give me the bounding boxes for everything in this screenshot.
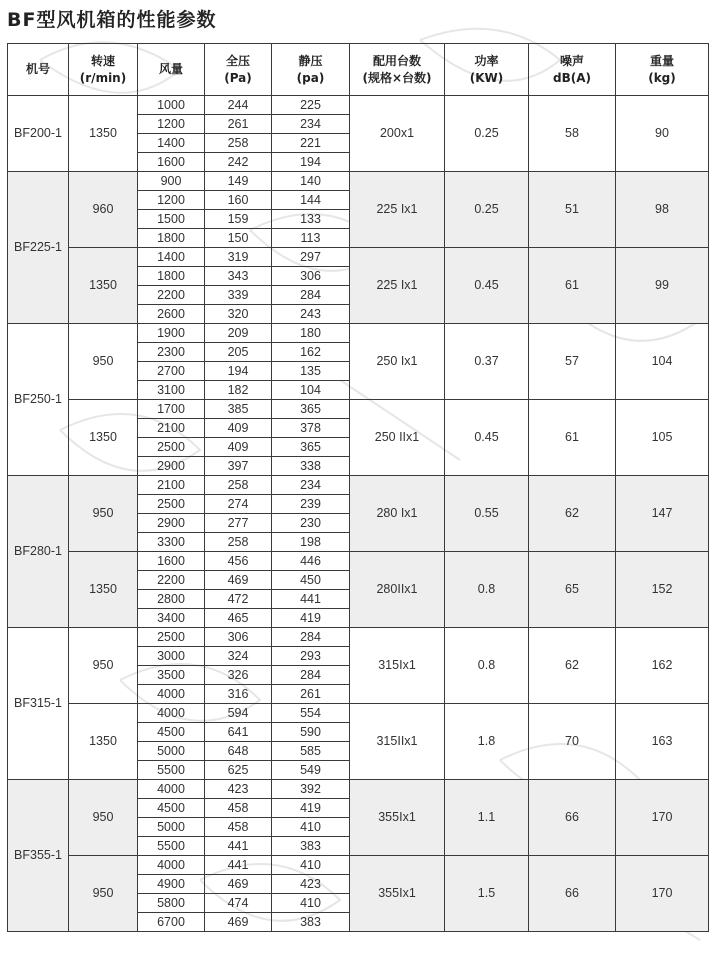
airflow-cell: 1400 bbox=[138, 134, 205, 153]
airflow-cell: 5800 bbox=[138, 894, 205, 913]
header-text: 机号 bbox=[25, 62, 50, 76]
total-pressure-cell: 594 bbox=[205, 704, 272, 723]
weight-cell: 163 bbox=[616, 704, 709, 780]
noise-cell: 58 bbox=[529, 96, 616, 172]
weight-cell: 90 bbox=[616, 96, 709, 172]
total-pressure-cell: 456 bbox=[205, 552, 272, 571]
table-row bbox=[8, 172, 709, 191]
static-pressure-cell: 293 bbox=[272, 647, 350, 666]
weight-cell: 104 bbox=[616, 324, 709, 400]
airflow-cell: 5500 bbox=[138, 761, 205, 780]
airflow-cell: 3500 bbox=[138, 666, 205, 685]
total-pressure-cell: 244 bbox=[205, 96, 272, 115]
power-cell: 0.25 bbox=[445, 172, 529, 248]
airflow-cell: 2100 bbox=[138, 419, 205, 438]
airflow-cell: 3300 bbox=[138, 533, 205, 552]
header-text: 风量 bbox=[158, 62, 183, 76]
static-pressure-cell: 423 bbox=[272, 875, 350, 894]
airflow-cell: 4000 bbox=[138, 780, 205, 799]
total-pressure-cell: 339 bbox=[205, 286, 272, 305]
static-pressure-cell: 104 bbox=[272, 381, 350, 400]
noise-cell: 70 bbox=[529, 704, 616, 780]
power-cell: 0.37 bbox=[445, 324, 529, 400]
noise-cell: 51 bbox=[529, 172, 616, 248]
speed-cell: 950 bbox=[69, 856, 138, 932]
static-pressure-cell: 234 bbox=[272, 115, 350, 134]
static-pressure-cell: 549 bbox=[272, 761, 350, 780]
weight-cell: 147 bbox=[616, 476, 709, 552]
static-pressure-cell: 383 bbox=[272, 913, 350, 932]
header-power bbox=[445, 44, 529, 96]
airflow-cell: 1200 bbox=[138, 191, 205, 210]
total-pressure-cell: 160 bbox=[205, 191, 272, 210]
noise-cell: 62 bbox=[529, 628, 616, 704]
total-pressure-cell: 258 bbox=[205, 533, 272, 552]
total-pressure-cell: 159 bbox=[205, 210, 272, 229]
static-pressure-cell: 365 bbox=[272, 438, 350, 457]
static-pressure-cell: 450 bbox=[272, 571, 350, 590]
config-cell: 355Ix1 bbox=[350, 856, 445, 932]
weight-cell: 162 bbox=[616, 628, 709, 704]
config-cell: 355Ix1 bbox=[350, 780, 445, 856]
table-row bbox=[8, 476, 709, 495]
airflow-cell: 2600 bbox=[138, 305, 205, 324]
airflow-cell: 1600 bbox=[138, 153, 205, 172]
static-pressure-cell: 590 bbox=[272, 723, 350, 742]
airflow-cell: 3100 bbox=[138, 381, 205, 400]
config-cell: 200x1 bbox=[350, 96, 445, 172]
header-text: 噪声 bbox=[559, 53, 584, 68]
weight-cell: 105 bbox=[616, 400, 709, 476]
total-pressure-cell: 261 bbox=[205, 115, 272, 134]
model-cell: BF315-1 bbox=[8, 628, 69, 780]
config-cell: 250 IIx1 bbox=[350, 400, 445, 476]
airflow-cell: 5000 bbox=[138, 742, 205, 761]
weight-cell: 170 bbox=[616, 780, 709, 856]
total-pressure-cell: 625 bbox=[205, 761, 272, 780]
airflow-cell: 1200 bbox=[138, 115, 205, 134]
header-text: 转速 bbox=[90, 53, 115, 68]
static-pressure-cell: 284 bbox=[272, 628, 350, 647]
speed-cell: 1350 bbox=[69, 96, 138, 172]
speed-cell: 950 bbox=[69, 780, 138, 856]
static-pressure-cell: 230 bbox=[272, 514, 350, 533]
speed-cell: 950 bbox=[69, 324, 138, 400]
table-row bbox=[8, 96, 709, 115]
airflow-cell: 2900 bbox=[138, 514, 205, 533]
speed-cell: 1350 bbox=[69, 552, 138, 628]
airflow-cell: 4500 bbox=[138, 723, 205, 742]
noise-cell: 61 bbox=[529, 400, 616, 476]
static-pressure-cell: 392 bbox=[272, 780, 350, 799]
total-pressure-cell: 458 bbox=[205, 818, 272, 837]
airflow-cell: 3400 bbox=[138, 609, 205, 628]
total-pressure-cell: 397 bbox=[205, 457, 272, 476]
airflow-cell: 2200 bbox=[138, 286, 205, 305]
weight-cell: 99 bbox=[616, 248, 709, 324]
airflow-cell: 4500 bbox=[138, 799, 205, 818]
config-cell: 280IIx1 bbox=[350, 552, 445, 628]
airflow-cell: 4000 bbox=[138, 704, 205, 723]
speed-cell: 1350 bbox=[69, 400, 138, 476]
speed-cell: 950 bbox=[69, 476, 138, 552]
total-pressure-cell: 441 bbox=[205, 856, 272, 875]
header-weight bbox=[616, 44, 709, 96]
airflow-cell: 2100 bbox=[138, 476, 205, 495]
total-pressure-cell: 465 bbox=[205, 609, 272, 628]
speed-cell: 950 bbox=[69, 628, 138, 704]
power-cell: 0.25 bbox=[445, 96, 529, 172]
header-speed bbox=[69, 44, 138, 96]
table-row bbox=[8, 780, 709, 799]
airflow-cell: 4000 bbox=[138, 685, 205, 704]
airflow-cell: 4900 bbox=[138, 875, 205, 894]
static-pressure-cell: 243 bbox=[272, 305, 350, 324]
total-pressure-cell: 306 bbox=[205, 628, 272, 647]
airflow-cell: 1700 bbox=[138, 400, 205, 419]
static-pressure-cell: 198 bbox=[272, 533, 350, 552]
airflow-cell: 900 bbox=[138, 172, 205, 191]
table-row bbox=[8, 248, 709, 267]
static-pressure-cell: 410 bbox=[272, 856, 350, 875]
model-cell: BF200-1 bbox=[8, 96, 69, 172]
table-row bbox=[8, 856, 709, 875]
total-pressure-cell: 258 bbox=[205, 476, 272, 495]
total-pressure-cell: 150 bbox=[205, 229, 272, 248]
header-text: 重量 bbox=[649, 53, 674, 68]
static-pressure-cell: 140 bbox=[272, 172, 350, 191]
airflow-cell: 1600 bbox=[138, 552, 205, 571]
static-pressure-cell: 284 bbox=[272, 666, 350, 685]
header-text: (kg) bbox=[648, 70, 676, 85]
static-pressure-cell: 365 bbox=[272, 400, 350, 419]
total-pressure-cell: 319 bbox=[205, 248, 272, 267]
airflow-cell: 2700 bbox=[138, 362, 205, 381]
total-pressure-cell: 149 bbox=[205, 172, 272, 191]
config-cell: 315IIx1 bbox=[350, 704, 445, 780]
static-pressure-cell: 338 bbox=[272, 457, 350, 476]
model-cell: BF280-1 bbox=[8, 476, 69, 628]
total-pressure-cell: 648 bbox=[205, 742, 272, 761]
header-config bbox=[350, 44, 445, 96]
header-model bbox=[8, 44, 69, 96]
static-pressure-cell: 585 bbox=[272, 742, 350, 761]
airflow-cell: 4000 bbox=[138, 856, 205, 875]
total-pressure-cell: 472 bbox=[205, 590, 272, 609]
header-text: (r/min) bbox=[79, 70, 127, 85]
airflow-cell: 5500 bbox=[138, 837, 205, 856]
total-pressure-cell: 326 bbox=[205, 666, 272, 685]
noise-cell: 57 bbox=[529, 324, 616, 400]
total-pressure-cell: 423 bbox=[205, 780, 272, 799]
power-cell: 1.1 bbox=[445, 780, 529, 856]
total-pressure-cell: 409 bbox=[205, 438, 272, 457]
power-cell: 0.45 bbox=[445, 400, 529, 476]
table-row bbox=[8, 552, 709, 571]
header-airflow bbox=[138, 44, 205, 96]
total-pressure-cell: 385 bbox=[205, 400, 272, 419]
static-pressure-cell: 135 bbox=[272, 362, 350, 381]
static-pressure-cell: 284 bbox=[272, 286, 350, 305]
static-pressure-cell: 162 bbox=[272, 343, 350, 362]
header-text: 配用台数 bbox=[372, 53, 421, 68]
total-pressure-cell: 474 bbox=[205, 894, 272, 913]
total-pressure-cell: 469 bbox=[205, 571, 272, 590]
static-pressure-cell: 441 bbox=[272, 590, 350, 609]
header-text: (规格×台数) bbox=[362, 70, 432, 85]
table-row bbox=[8, 324, 709, 343]
model-cell: BF355-1 bbox=[8, 780, 69, 932]
table-row bbox=[8, 628, 709, 647]
airflow-cell: 1500 bbox=[138, 210, 205, 229]
performance-table bbox=[7, 43, 709, 932]
static-pressure-cell: 378 bbox=[272, 419, 350, 438]
power-cell: 0.8 bbox=[445, 628, 529, 704]
airflow-cell: 6700 bbox=[138, 913, 205, 932]
config-cell: 225 Ix1 bbox=[350, 248, 445, 324]
table-header-row bbox=[8, 44, 709, 96]
airflow-cell: 1800 bbox=[138, 229, 205, 248]
total-pressure-cell: 182 bbox=[205, 381, 272, 400]
static-pressure-cell: 383 bbox=[272, 837, 350, 856]
static-pressure-cell: 410 bbox=[272, 818, 350, 837]
airflow-cell: 2500 bbox=[138, 495, 205, 514]
total-pressure-cell: 316 bbox=[205, 685, 272, 704]
total-pressure-cell: 258 bbox=[205, 134, 272, 153]
noise-cell: 66 bbox=[529, 856, 616, 932]
speed-cell: 1350 bbox=[69, 704, 138, 780]
static-pressure-cell: 194 bbox=[272, 153, 350, 172]
speed-cell: 1350 bbox=[69, 248, 138, 324]
total-pressure-cell: 194 bbox=[205, 362, 272, 381]
static-pressure-cell: 419 bbox=[272, 609, 350, 628]
airflow-cell: 5000 bbox=[138, 818, 205, 837]
power-cell: 0.45 bbox=[445, 248, 529, 324]
weight-cell: 98 bbox=[616, 172, 709, 248]
header-text: 功率 bbox=[474, 53, 499, 68]
config-cell: 280 Ix1 bbox=[350, 476, 445, 552]
total-pressure-cell: 324 bbox=[205, 647, 272, 666]
total-pressure-cell: 469 bbox=[205, 875, 272, 894]
static-pressure-cell: 113 bbox=[272, 229, 350, 248]
airflow-cell: 2300 bbox=[138, 343, 205, 362]
table-row bbox=[8, 704, 709, 723]
weight-cell: 170 bbox=[616, 856, 709, 932]
header-text: 全压 bbox=[225, 53, 250, 68]
total-pressure-cell: 458 bbox=[205, 799, 272, 818]
total-pressure-cell: 242 bbox=[205, 153, 272, 172]
static-pressure-cell: 306 bbox=[272, 267, 350, 286]
total-pressure-cell: 469 bbox=[205, 913, 272, 932]
total-pressure-cell: 320 bbox=[205, 305, 272, 324]
static-pressure-cell: 225 bbox=[272, 96, 350, 115]
airflow-cell: 1000 bbox=[138, 96, 205, 115]
config-cell: 315Ix1 bbox=[350, 628, 445, 704]
config-cell: 225 Ix1 bbox=[350, 172, 445, 248]
static-pressure-cell: 297 bbox=[272, 248, 350, 267]
noise-cell: 66 bbox=[529, 780, 616, 856]
airflow-cell: 1900 bbox=[138, 324, 205, 343]
static-pressure-cell: 261 bbox=[272, 685, 350, 704]
total-pressure-cell: 641 bbox=[205, 723, 272, 742]
airflow-cell: 1800 bbox=[138, 267, 205, 286]
total-pressure-cell: 274 bbox=[205, 495, 272, 514]
header-static-pressure bbox=[272, 44, 350, 96]
header-text: dB(A) bbox=[553, 70, 591, 85]
model-cell: BF225-1 bbox=[8, 172, 69, 324]
static-pressure-cell: 554 bbox=[272, 704, 350, 723]
static-pressure-cell: 419 bbox=[272, 799, 350, 818]
header-noise bbox=[529, 44, 616, 96]
header-text: 静压 bbox=[298, 53, 323, 68]
airflow-cell: 2900 bbox=[138, 457, 205, 476]
weight-cell: 152 bbox=[616, 552, 709, 628]
table-row bbox=[8, 400, 709, 419]
power-cell: 1.5 bbox=[445, 856, 529, 932]
airflow-cell: 2500 bbox=[138, 628, 205, 647]
static-pressure-cell: 234 bbox=[272, 476, 350, 495]
speed-cell: 960 bbox=[69, 172, 138, 248]
total-pressure-cell: 209 bbox=[205, 324, 272, 343]
header-text: (KW) bbox=[469, 70, 504, 85]
static-pressure-cell: 180 bbox=[272, 324, 350, 343]
static-pressure-cell: 410 bbox=[272, 894, 350, 913]
model-cell: BF250-1 bbox=[8, 324, 69, 476]
total-pressure-cell: 441 bbox=[205, 837, 272, 856]
static-pressure-cell: 144 bbox=[272, 191, 350, 210]
noise-cell: 61 bbox=[529, 248, 616, 324]
static-pressure-cell: 133 bbox=[272, 210, 350, 229]
airflow-cell: 1400 bbox=[138, 248, 205, 267]
airflow-cell: 3000 bbox=[138, 647, 205, 666]
airflow-cell: 2500 bbox=[138, 438, 205, 457]
noise-cell: 65 bbox=[529, 552, 616, 628]
total-pressure-cell: 343 bbox=[205, 267, 272, 286]
total-pressure-cell: 409 bbox=[205, 419, 272, 438]
noise-cell: 62 bbox=[529, 476, 616, 552]
total-pressure-cell: 277 bbox=[205, 514, 272, 533]
header-text: (Pa) bbox=[224, 70, 252, 85]
power-cell: 0.8 bbox=[445, 552, 529, 628]
airflow-cell: 2200 bbox=[138, 571, 205, 590]
power-cell: 1.8 bbox=[445, 704, 529, 780]
airflow-cell: 2800 bbox=[138, 590, 205, 609]
header-total-pressure bbox=[205, 44, 272, 96]
header-text: (pa) bbox=[296, 70, 325, 85]
power-cell: 0.55 bbox=[445, 476, 529, 552]
static-pressure-cell: 221 bbox=[272, 134, 350, 153]
static-pressure-cell: 446 bbox=[272, 552, 350, 571]
config-cell: 250 Ix1 bbox=[350, 324, 445, 400]
total-pressure-cell: 205 bbox=[205, 343, 272, 362]
static-pressure-cell: 239 bbox=[272, 495, 350, 514]
page-title: BF型风机箱的性能参数 bbox=[7, 9, 217, 31]
